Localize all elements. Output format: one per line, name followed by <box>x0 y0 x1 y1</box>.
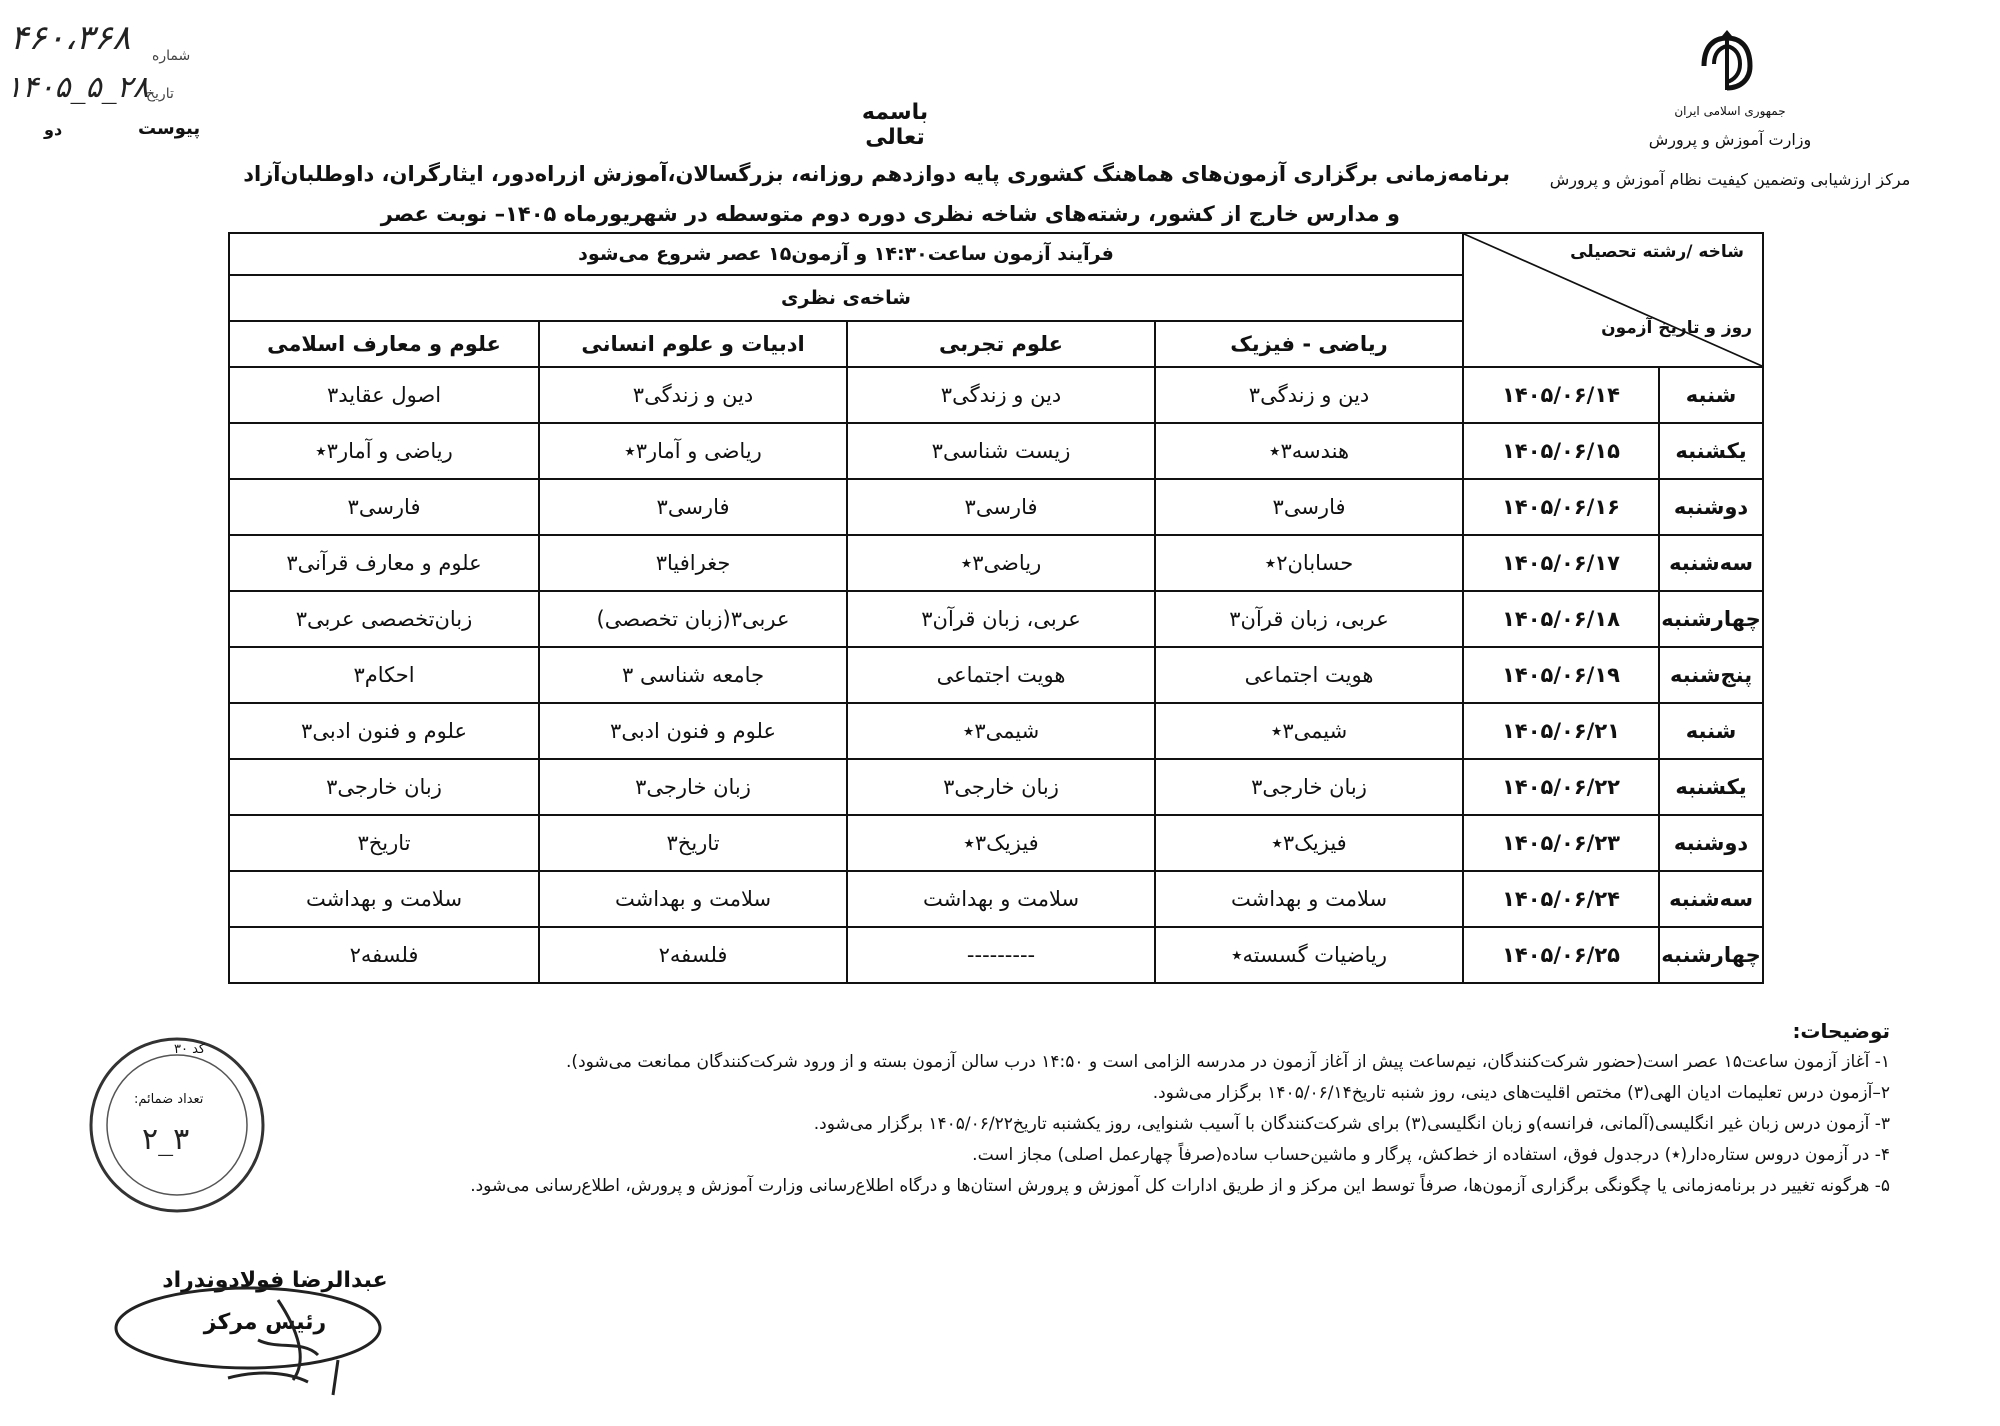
subject-cell: ریاضی و آمار۳٭ <box>539 423 847 479</box>
date-cell: ۱۴۰۵/۰۶/۲۲ <box>1463 759 1659 815</box>
table-row <box>229 367 1763 423</box>
table-row <box>229 535 1763 591</box>
subject-cell: حسابان۲٭ <box>1155 535 1463 591</box>
table-row <box>229 759 1763 815</box>
corner-date-label: روز و تاریخ آزمون <box>1601 318 1753 338</box>
day-cell: یکشنبه <box>1659 423 1763 479</box>
table-row <box>229 591 1763 647</box>
letter-date-label: تاریخ <box>146 86 174 102</box>
subject-cell: جامعه شناسی ۳ <box>539 647 847 703</box>
column-header: ریاضی - فیزیک <box>1155 321 1463 367</box>
date-cell: ۱۴۰۵/۰۶/۲۳ <box>1463 815 1659 871</box>
subject-cell: زبان خارجی۳ <box>847 759 1155 815</box>
date-cell: ۱۴۰۵/۰۶/۱۹ <box>1463 647 1659 703</box>
subject-cell: زبان‌تخصصی عربی۳ <box>229 591 539 647</box>
exam-schedule-table <box>228 232 1764 984</box>
signatory-name: عبدالرضا فولادوندراد <box>162 1268 388 1293</box>
subject-cell: فارسی۳ <box>229 479 539 535</box>
table-row <box>229 927 1763 983</box>
subject-cell: عربی، زبان قرآن۳ <box>847 591 1155 647</box>
office-stamp <box>82 1030 272 1220</box>
date-cell: ۱۴۰۵/۰۶/۱۵ <box>1463 423 1659 479</box>
column-header: علوم و معارف اسلامی <box>229 321 539 367</box>
iran-emblem-icon <box>1692 28 1762 98</box>
subject-cell: تاریخ۳ <box>229 815 539 871</box>
stamp-handwritten: ۲_۳ <box>142 1122 190 1157</box>
subject-cell: علوم و فنون ادبی۳ <box>229 703 539 759</box>
subject-cell: سلامت و بهداشت <box>1155 871 1463 927</box>
subject-cell: فیزیک۳٭ <box>847 815 1155 871</box>
org-republic: جمهوری اسلامی ایران <box>1674 104 1786 118</box>
subject-cell: فلسفه۲ <box>229 927 539 983</box>
day-cell: دوشنبه <box>1659 815 1763 871</box>
subject-cell: فارسی۳ <box>847 479 1155 535</box>
table-row <box>229 871 1763 927</box>
org-ministry: وزارت آموزش و پرورش <box>1648 130 1812 149</box>
note-item: ۴- در آزمون دروس ستاره‌دار(٭) درجدول فوق، استفاده از خط‌کش، پرگار و ماشین‌حساب ساده(صرفاً چهارعمل اصلی) مجاز است. <box>972 1145 1890 1165</box>
day-cell: شنبه <box>1659 703 1763 759</box>
subject-cell: جغرافیا۳ <box>539 535 847 591</box>
basmala: باسمه تعالی <box>861 100 929 150</box>
attachment-label: پیوست <box>138 118 201 139</box>
corner-field-label: شاخه /رشته تحصیلی <box>1570 242 1745 262</box>
date-cell: ۱۴۰۵/۰۶/۲۵ <box>1463 927 1659 983</box>
subject-cell: ریاضی۳٭ <box>847 535 1155 591</box>
subject-cell: سلامت و بهداشت <box>847 871 1155 927</box>
day-cell: پنج‌شنبه <box>1659 647 1763 703</box>
subject-cell: فیزیک۳٭ <box>1155 815 1463 871</box>
table-row <box>229 423 1763 479</box>
process-note: فرآیند آزمون ساعت۱۴:۳۰ و آزمون۱۵ عصر شروع می‌شود <box>229 233 1463 275</box>
subject-cell: --------- <box>847 927 1155 983</box>
column-header: علوم تجربی <box>847 321 1155 367</box>
subject-cell: شیمی۳٭ <box>847 703 1155 759</box>
table-corner-header <box>1463 233 1763 367</box>
subject-cell: اصول عقاید۳ <box>229 367 539 423</box>
date-cell: ۱۴۰۵/۰۶/۱۷ <box>1463 535 1659 591</box>
notes-section <box>190 1016 1890 1202</box>
subject-cell: سلامت و بهداشت <box>229 871 539 927</box>
stamp-code: کد ۳۰ <box>174 1042 206 1057</box>
subject-cell: فارسی۳ <box>1155 479 1463 535</box>
subject-cell: عربی، زبان قرآن۳ <box>1155 591 1463 647</box>
attachment-value: دو <box>44 120 63 139</box>
notes-heading: توضیحات: <box>1792 1019 1890 1043</box>
subject-cell: سلامت و بهداشت <box>539 871 847 927</box>
table-row <box>229 703 1763 759</box>
subject-cell: تاریخ۳ <box>539 815 847 871</box>
day-cell: یکشنبه <box>1659 759 1763 815</box>
date-cell: ۱۴۰۵/۰۶/۲۱ <box>1463 703 1659 759</box>
branch-header: شاخه‌ی نظری <box>229 275 1463 321</box>
day-cell: سه‌شنبه <box>1659 535 1763 591</box>
date-cell: ۱۴۰۵/۰۶/۱۸ <box>1463 591 1659 647</box>
date-cell: ۱۴۰۵/۰۶/۱۶ <box>1463 479 1659 535</box>
letter-date: ۱۴۰۵_۵_۲۸ <box>6 70 149 105</box>
subject-cell: عربی۳(زبان تخصصی) <box>539 591 847 647</box>
note-item: ۲–آزمون درس تعلیمات ادیان الهی(۳) مختص اقلیت‌های دینی، روز شنبه تاریخ۱۴۰۵/۰۶/۱۴ برگزار می‌شود. <box>1152 1083 1890 1103</box>
day-cell: سه‌شنبه <box>1659 871 1763 927</box>
subject-cell: زبان خارجی۳ <box>229 759 539 815</box>
note-item: ۳- آزمون درس زبان غیر انگلیسی(آلمانی، فرانسه)و زبان انگلیسی(۳) برای شرکت‌کنندگان با آسیب شنوایی، روز یکشنبه تاریخ۱۴۰۵/۰۶/۲۲ برگزار می‌شود. <box>813 1114 1890 1134</box>
letter-number: ۴۶۰،۳۶۸ <box>10 18 131 58</box>
table-row <box>229 815 1763 871</box>
day-cell: شنبه <box>1659 367 1763 423</box>
signatory-role: رئیس مرکز <box>203 1310 327 1335</box>
note-item: ۵- هرگونه تغییر در برنامه‌زمانی یا چگونگی برگزاری آزمون‌ها، صرفاً توسط این مرکز و از طریق ادارات کل آموزش و پرورش استان‌ها و درگاه اطلاع‌رسانی وزارت آموزش و پرورش، اطلاع‌رسانی می‌شود. <box>470 1176 1890 1196</box>
subject-cell: احکام۳ <box>229 647 539 703</box>
subject-cell: علوم و فنون ادبی۳ <box>539 703 847 759</box>
subject-cell: دین و زندگی۳ <box>847 367 1155 423</box>
page-title-line-1: برنامه‌زمانی برگزاری آزمون‌های هماهنگ کشوری پایه دوازدهم روزانه، بزرگسالان،آموزش ازراه‌دور، ایثارگران، داوطلبان‌آزاد <box>243 162 1510 186</box>
subject-cell: فارسی۳ <box>539 479 847 535</box>
subject-cell: دین و زندگی۳ <box>539 367 847 423</box>
signature-scribble-icon <box>108 1270 398 1400</box>
letter-number-label: شماره <box>152 48 191 64</box>
subject-cell: شیمی۳٭ <box>1155 703 1463 759</box>
subject-cell: زیست شناسی۳ <box>847 423 1155 479</box>
table-row <box>229 647 1763 703</box>
table-row <box>229 479 1763 535</box>
subject-cell: هویت اجتماعی <box>847 647 1155 703</box>
day-cell: دوشنبه <box>1659 479 1763 535</box>
stamp-count: تعداد ضمائم: <box>134 1092 204 1107</box>
date-cell: ۱۴۰۵/۰۶/۲۴ <box>1463 871 1659 927</box>
subject-cell: ریاضی و آمار۳٭ <box>229 423 539 479</box>
subject-cell: دین و زندگی۳ <box>1155 367 1463 423</box>
subject-cell: زبان خارجی۳ <box>1155 759 1463 815</box>
column-header: ادبیات و علوم انسانی <box>539 321 847 367</box>
page-title-line-2: و مدارس خارج از کشور، رشته‌های شاخه نظری دوره دوم متوسطه در شهریورماه ۱۴۰۵– نوبت عصر <box>380 202 1400 226</box>
day-cell: چهارشنبه <box>1659 591 1763 647</box>
note-item: ۱- آغاز آزمون ساعت۱۵ عصر است(حضور شرکت‌کنندگان، نیم‌ساعت پیش از آغاز آزمون در مدرسه الزامی است و ۱۴:۵۰ درب سالن آزمون بسته و از ورود شرکت‌کنندگان ممانعت می‌شود). <box>566 1052 1890 1072</box>
subject-cell: هویت اجتماعی <box>1155 647 1463 703</box>
subject-cell: علوم و معارف قرآنی۳ <box>229 535 539 591</box>
subject-cell: ریاضیات گسسته٭ <box>1155 927 1463 983</box>
org-center: مرکز ارزشیابی وتضمین کیفیت نظام آموزش و پرورش <box>1549 170 1911 189</box>
date-cell: ۱۴۰۵/۰۶/۱۴ <box>1463 367 1659 423</box>
day-cell: چهارشنبه <box>1659 927 1763 983</box>
subject-cell: هندسه۳٭ <box>1155 423 1463 479</box>
subject-cell: فلسفه۲ <box>539 927 847 983</box>
subject-cell: زبان خارجی۳ <box>539 759 847 815</box>
